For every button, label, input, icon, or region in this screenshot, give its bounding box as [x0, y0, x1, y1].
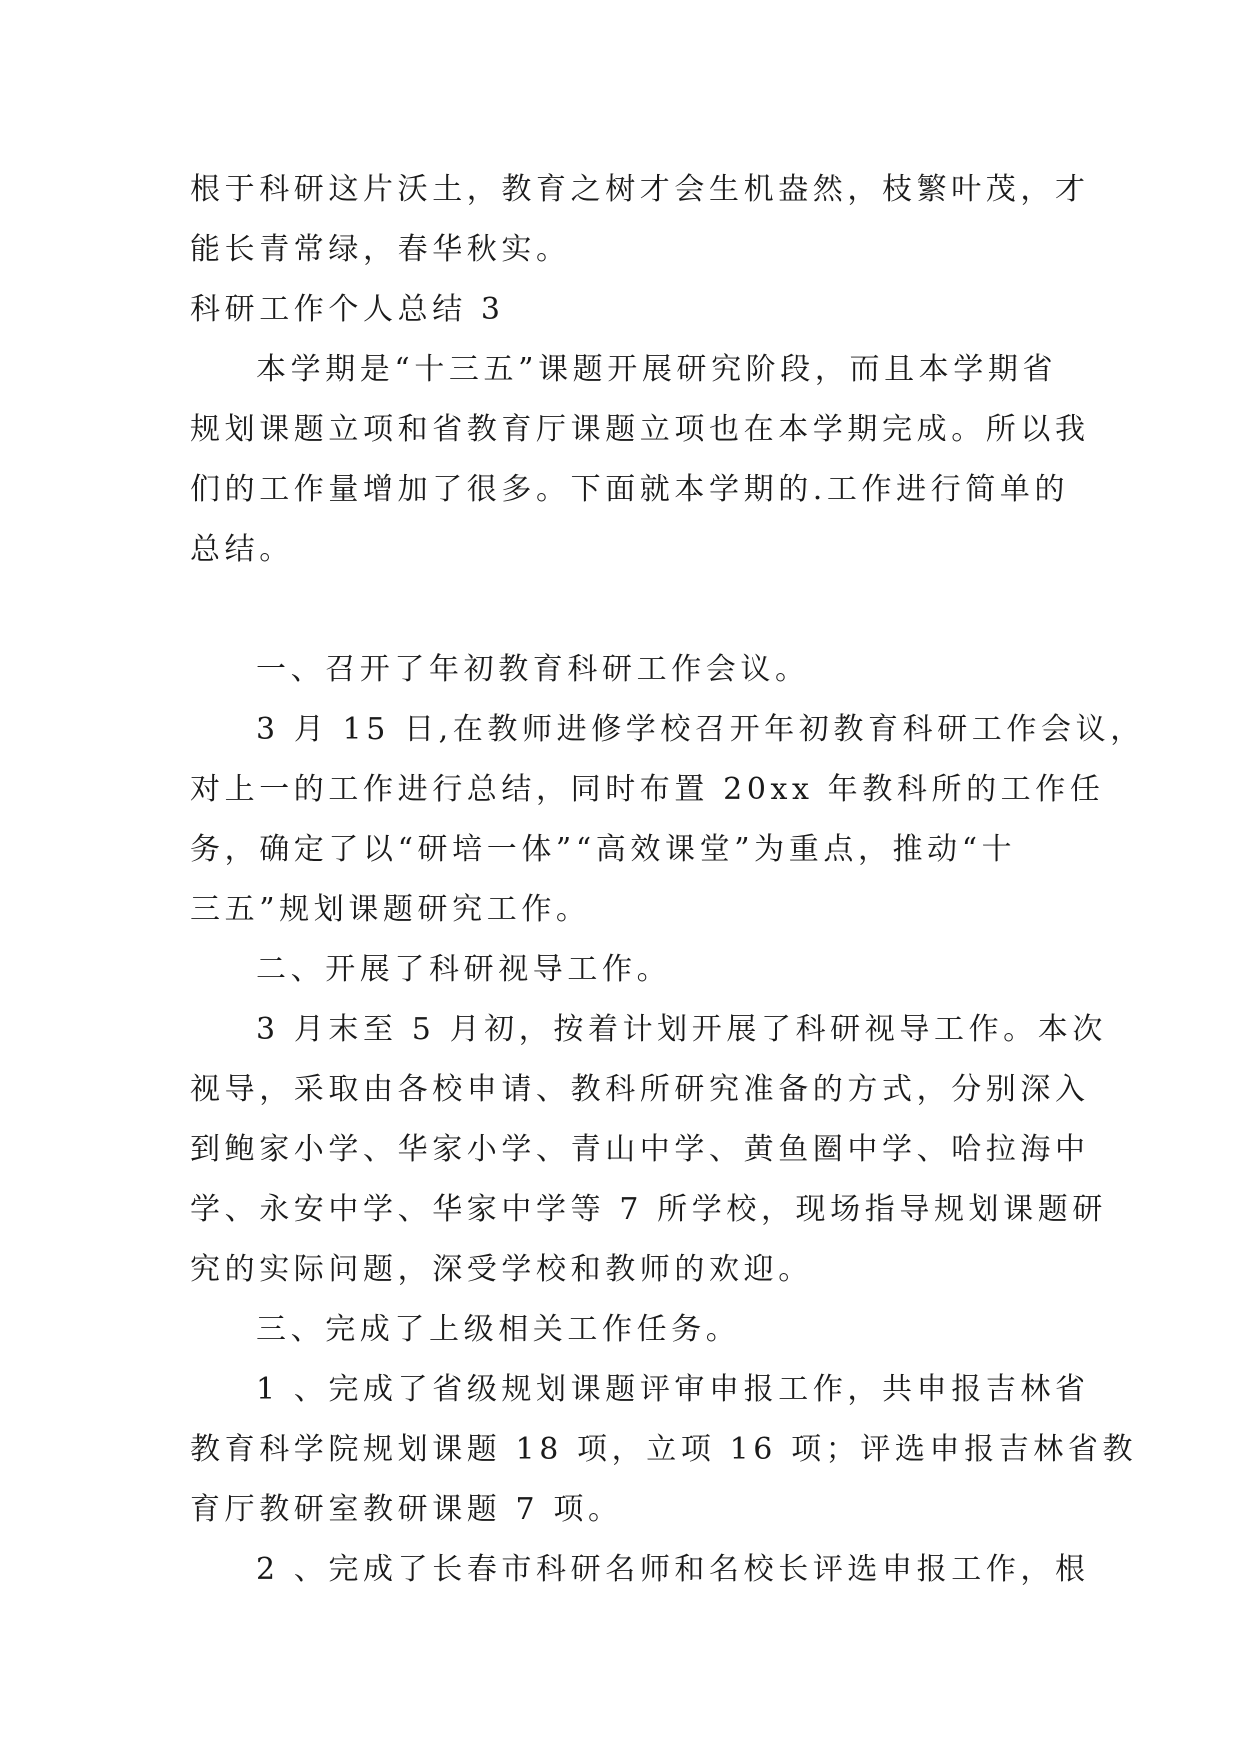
text-line: 总结。	[190, 532, 294, 567]
text-line: 本学期是“十三五”课题开展研究阶段，而且本学期省	[256, 352, 1058, 387]
text-line: 育厅教研室教研课题 7 项。	[190, 1492, 623, 1527]
subheading: 二、开展了科研视导工作。	[256, 952, 672, 987]
text-line: 视导，采取由各校申请、教科所研究准备的方式，分别深入	[190, 1072, 1090, 1107]
text-line: 到鲍家小学、华家小学、青山中学、黄鱼圈中学、哈拉海中	[190, 1132, 1090, 1167]
text-line: 究的实际问题，深受学校和教师的欢迎。	[190, 1252, 813, 1287]
text-line: 规划课题立项和省教育厅课题立项也在本学期完成。所以我	[190, 412, 1090, 447]
text-line: 2 、完成了长春市科研名师和名校长评选申报工作，根	[256, 1552, 1090, 1587]
text-line: 三五”规划课题研究工作。	[190, 892, 591, 927]
text-line: 根于科研这片沃土，教育之树才会生机盎然，枝繁叶茂，才	[190, 172, 1090, 207]
subheading: 一、召开了年初教育科研工作会议。	[256, 652, 810, 687]
text-line: 3 月末至 5 月初，按着计划开展了科研视导工作。本次	[256, 1012, 1107, 1047]
text-line: 务，确定了以“研培一体”“高效课堂”为重点，推动“十	[190, 832, 1017, 867]
text-line: 们的工作量增加了很多。下面就本学期的.工作进行简单的	[190, 472, 1070, 507]
blank-line	[190, 580, 1050, 640]
text-line: 3 月 15 日,在教师进修学校召开年初教育科研工作会议，	[256, 712, 1145, 747]
text-line: 学、永安中学、华家中学等 7 所学校，现场指导规划课题研	[190, 1192, 1107, 1227]
text-line: 教育科学院规划课题 18 项，立项 16 项；评选申报吉林省教	[190, 1432, 1138, 1467]
section-heading: 科研工作个人总结 3	[190, 292, 505, 327]
text-line: 能长青常绿，春华秋实。	[190, 232, 571, 267]
subheading: 三、完成了上级相关工作任务。	[256, 1312, 741, 1347]
text-line: 对上一的工作进行总结，同时布置 20xx 年教科所的工作任	[190, 772, 1105, 807]
text-line: 1 、完成了省级规划课题评审申报工作，共申报吉林省	[256, 1372, 1090, 1407]
document-page	[190, 160, 1145, 1600]
